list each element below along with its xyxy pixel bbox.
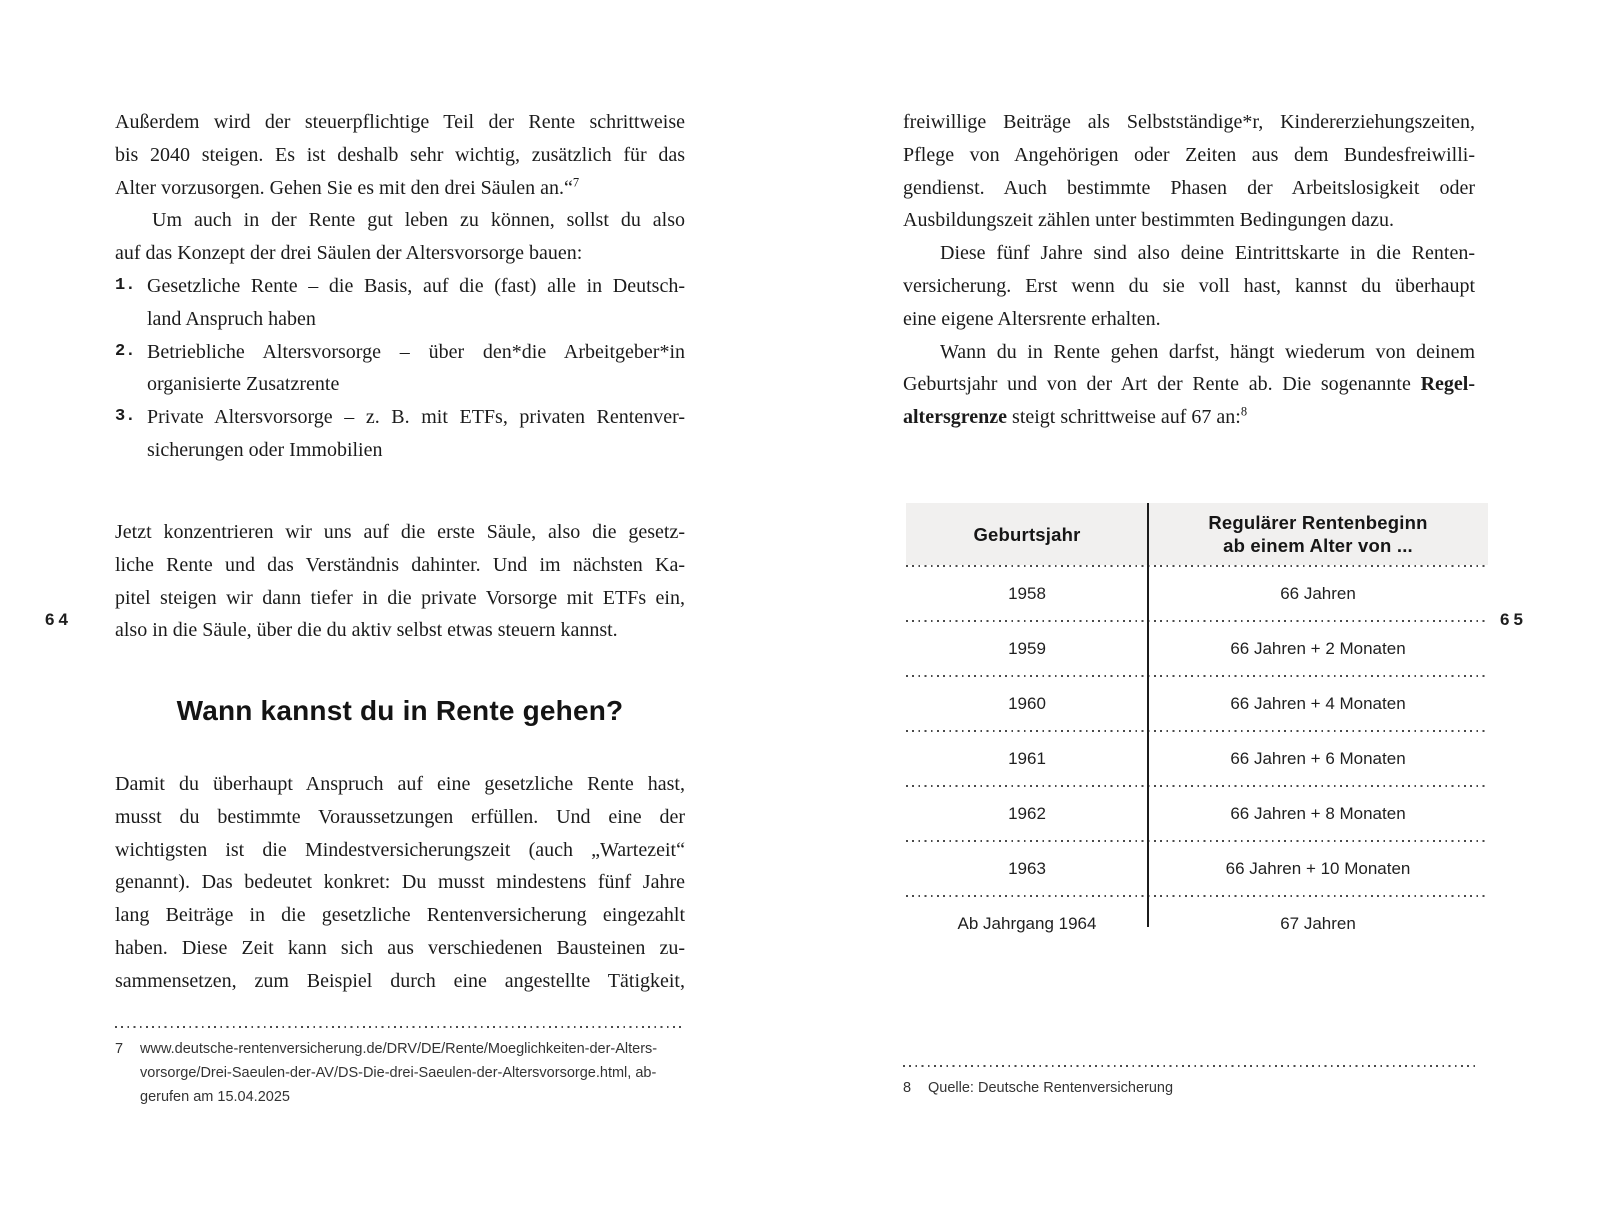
table-row (906, 842, 1488, 895)
list-number: 3. (115, 407, 136, 427)
footnote-reference: 7 (572, 174, 580, 189)
cell-geburtsjahr: 1959 (1008, 638, 1046, 658)
text-line: versicherung. Erst wenn du sie voll hast, kannst du überhaupt (903, 274, 1475, 297)
table-header-geburtsjahr: Geburtsjahr (973, 523, 1081, 545)
text-line: sammensetzen, zum Beispiel durch eine angestellte Tätigkeit, (115, 969, 685, 992)
table-body (906, 565, 1488, 950)
cell-geburtsjahr: Ab Jahrgang 1964 (957, 913, 1097, 933)
text-line: pitel steigen wir dann tiefer in die private Vorsorge mit ETFs ein, (115, 586, 685, 609)
footnote-7 (115, 1026, 685, 1109)
text-line: sicherungen oder Immobilien (147, 438, 383, 461)
text-line: Alter vorzusorgen. Gehen Sie es mit den drei Säulen an.“$^7$ (115, 174, 580, 199)
table-row (906, 787, 1488, 840)
text-line: genannt). Das bedeutet konkret: Du musst mindestens fünf Jahre (115, 871, 685, 894)
retirement-age-table (906, 503, 1488, 950)
paragraph-block-bottom-left (115, 768, 685, 998)
page-number-left: 64 (45, 610, 72, 629)
cell-geburtsjahr: 1960 (1008, 693, 1046, 713)
text-line: auf das Konzept der drei Säulen der Altersvorsorge bauen: (115, 242, 583, 265)
text-line: organisierte Zusatzrente (147, 373, 340, 396)
cell-geburtsjahr: 1961 (1008, 748, 1046, 768)
page-right (903, 0, 1475, 1211)
table-header-row (906, 503, 1488, 565)
text-line: liche Rente und das Verständnis dahinter. Und im nächsten Ka- (115, 553, 685, 576)
cell-geburtsjahr: 1962 (1008, 803, 1046, 823)
text-line: Außerdem wird der steuerpflichtige Teil der Rente schrittweise (115, 111, 685, 133)
text-line: Damit du überhaupt Anspruch auf eine gesetzliche Rente hast, (115, 773, 685, 795)
paragraph-block-middle-left (115, 516, 685, 647)
cell-rentenbeginn: 66 Jahren + 10 Monaten (1225, 858, 1411, 878)
page-number-right: 65 (1500, 610, 1527, 629)
cell-rentenbeginn: 66 Jahren + 4 Monaten (1230, 693, 1406, 713)
text-line: also in die Säule, über die du aktiv selbst etwas steuern kannst. (115, 619, 618, 642)
table-row (906, 732, 1488, 785)
footnote-text (140, 1037, 685, 1109)
cell-rentenbeginn: 66 Jahren + 2 Monaten (1230, 638, 1406, 658)
text-line: haben. Diese Zeit kann sich aus verschiedenen Bausteinen zu- (115, 936, 685, 959)
section-heading: Wann kannst du in Rente gehen? (176, 695, 624, 726)
footnote-reference: 8 (1240, 404, 1248, 419)
table-row (906, 567, 1488, 620)
footnote-number: 8 (903, 1080, 912, 1096)
table-row (906, 677, 1488, 730)
text-line: Jetzt konzentrieren wir uns auf die erste Säule, also die gesetz- (115, 521, 685, 543)
cell-rentenbeginn: 67 Jahren (1280, 913, 1356, 933)
footnote-line: vorsorge/Drei-Saeulen-der-AV/DS-Die-drei-Saeulen-der-Altersvorsorge.html, ab- (140, 1065, 657, 1081)
text-line: wichtigsten ist die Mindestversicherungszeit (auch „Wartezeit“ (115, 838, 685, 861)
text-line: eine eigene Altersrente erhalten. (903, 307, 1161, 330)
page-left (115, 0, 685, 1211)
footnote-number: 7 (115, 1041, 124, 1057)
cell-rentenbeginn: 66 Jahren + 6 Monaten (1230, 748, 1406, 768)
text-line: freiwillige Beiträge als Selbstständige*r, Kindererziehungszeiten, (903, 111, 1475, 133)
text-line: lang Beiträge in die gesetzliche Rentenversicherung eingezahlt (115, 904, 685, 927)
text-line: Ausbildungszeit zählen unter bestimmten Bedingungen dazu. (903, 209, 1394, 232)
cell-rentenbeginn: 66 Jahren + 8 Monaten (1230, 803, 1406, 823)
text-line: Pflege von Angehörigen oder Zeiten aus dem Bundesfreiwilli- (903, 143, 1475, 166)
text-line: bis 2040 steigen. Es ist deshalb sehr wichtig, zusätzlich für das (115, 143, 685, 166)
text-line: altersgrenze steigt schrittweise auf 67 an:$^8$ (903, 404, 1248, 429)
list-item-line: 1. Gesetzliche Rente – die Basis, auf die (fast) alle in Deutsch- (115, 270, 685, 303)
list-item-line: 2. Betriebliche Altersvorsorge – über den*die Arbeitgeber*in (115, 336, 685, 369)
list-number: 2. (115, 341, 136, 361)
table-row (906, 897, 1488, 950)
footnote-separator (115, 1026, 685, 1028)
cell-rentenbeginn: 66 Jahren (1280, 583, 1356, 603)
text-line: Diese fünf Jahre sind also deine Eintrittskarte in die Renten- (940, 242, 1475, 265)
footnote-8 (903, 1065, 1475, 1100)
list-item-line: 3. Private Altersvorsorge – z. B. mit ETFs, privaten Rentenver- (115, 401, 685, 434)
text-line: land Anspruch haben (147, 307, 316, 330)
footnote-line: gerufen am 15.04.2025 (140, 1089, 290, 1105)
footnote-text (928, 1076, 1475, 1100)
text-line: Geburtsjahr und von der Art der Rente ab. Die sogenannte Regel- (903, 373, 1475, 396)
cell-geburtsjahr: 1958 (1008, 583, 1046, 603)
table-header-rentenbeginn: Regulärer Rentenbeginn ab einem Alter von ... (1208, 512, 1428, 556)
list-number: 1. (115, 275, 136, 295)
text-line: musst du bestimmte Voraussetzungen erfüllen. Und eine der (115, 805, 685, 828)
footnote-separator (903, 1065, 1475, 1067)
paragraph-block-top-right (903, 106, 1475, 434)
text-line: gendienst. Auch bestimmte Phasen der Arbeitslosigkeit oder (903, 176, 1475, 199)
footnote-line: Quelle: Deutsche Rentenversicherung (928, 1080, 1174, 1096)
text-line: Wann du in Rente gehen darfst, hängt wiederum von deinem (940, 340, 1475, 363)
cell-geburtsjahr: 1963 (1008, 858, 1046, 878)
footnote-line: www.deutsche-rentenversicherung.de/DRV/DE/Rente/Moeglichkeiten-der-Alters- (140, 1041, 658, 1057)
text-line: Um auch in der Rente gut leben zu können, sollst du also (152, 209, 685, 232)
table-column-divider (1147, 503, 1149, 927)
paragraph-block-top-left (115, 106, 685, 467)
table-row (906, 622, 1488, 675)
